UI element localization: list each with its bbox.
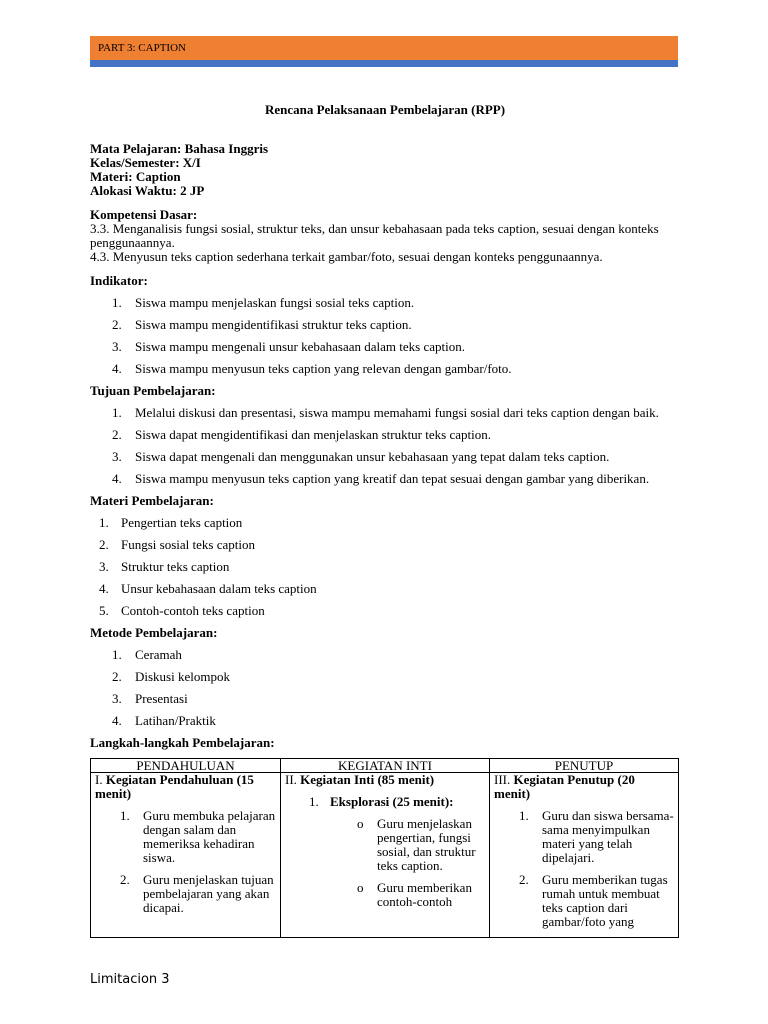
cell-kegiatan-inti <box>281 773 490 938</box>
list-item: o Guru memberikan contoh-contoh <box>357 880 472 909</box>
cell-prefix: II. <box>285 772 297 787</box>
material-line: Materi: Caption <box>90 169 181 184</box>
list-item: 2. Guru memberikan tugas rumah untuk membuat teks caption dari gambar/foto yang <box>519 872 668 929</box>
list-item: 3. Siswa mampu mengenali unsur kebahasaan dalam teks caption. <box>112 339 465 354</box>
cell-prefix: III. <box>494 772 511 787</box>
list-item: 2. Siswa mampu mengidentifikasi struktur teks caption. <box>112 317 412 332</box>
method-list <box>90 648 680 728</box>
material-list <box>90 516 680 618</box>
list-item: 1. Eksplorasi (25 menit): <box>309 794 454 809</box>
subject-line: Mata Pelajaran: Bahasa Inggris <box>90 141 269 156</box>
competence-kd2: 4.3. Menyusun teks caption sederhana terkait gambar/foto, sesuai dengan konteks penggunaannya. <box>90 249 603 264</box>
objective-title: Tujuan Pembelajaran: <box>90 383 216 398</box>
time-line: Alokasi Waktu: 2 JP <box>90 183 205 198</box>
steps-table <box>90 758 679 938</box>
competence-title: Kompetensi Dasar: <box>90 207 198 222</box>
header-accent-line <box>90 60 678 67</box>
cell-pendahuluan <box>91 773 281 938</box>
list-item: 1. Guru dan siswa bersama-sama menyimpulkan materi yang telah dipelajari. <box>519 808 674 865</box>
table-row <box>91 773 679 938</box>
cell-heading: Kegiatan Penutup (20 menit) <box>494 772 635 801</box>
header-label: PART 3: CAPTION <box>98 42 186 54</box>
list-item: 4. Unsur kebahasaan dalam teks caption <box>99 581 317 596</box>
document-title: Rencana Pelaksanaan Pembelajaran (RPP) <box>264 102 506 117</box>
class-line: Kelas/Semester: X/I <box>90 155 201 170</box>
method-title: Metode Pembelajaran: <box>90 625 218 640</box>
document-body <box>90 100 680 938</box>
list-item: 2. Guru menjelaskan tujuan pembelajaran yang akan dicapai. <box>120 872 274 915</box>
list-item: 1. Melalui diskusi dan presentasi, siswa mampu memahami fungsi sosial dari teks caption dengan baik. <box>112 405 659 420</box>
list-item: 4. Siswa mampu menyusun teks caption yang kreatif dan tepat sesuai dengan gambar yang diberikan. <box>112 471 650 486</box>
cell-heading: Kegiatan Inti (85 menit) <box>300 772 435 787</box>
header-penutup: PENUTUP <box>490 759 679 773</box>
table-header-row <box>91 759 679 773</box>
list-item: 4. Latihan/Praktik <box>112 713 216 728</box>
list-item: 1. Guru membuka pelajaran dengan salam dan memeriksa kehadiran siswa. <box>120 808 276 865</box>
list-item: 1. Ceramah <box>112 647 182 662</box>
header-band <box>90 36 678 60</box>
list-item: 2. Diskusi kelompok <box>112 669 230 684</box>
cell-prefix: I. <box>95 772 103 787</box>
list-item: 5. Contoh-contoh teks caption <box>99 603 265 618</box>
indicator-list <box>90 296 680 376</box>
list-item: 1. Pengertian teks caption <box>99 515 243 530</box>
list-item: 3. Struktur teks caption <box>99 559 230 574</box>
list-item: 1. Siswa mampu menjelaskan fungsi sosial teks caption. <box>112 295 415 310</box>
info-block <box>90 142 680 198</box>
list-item: 4. Siswa mampu menyusun teks caption yang relevan dengan gambar/foto. <box>112 361 512 376</box>
list-item: 2. Siswa dapat mengidentifikasi dan menjelaskan struktur teks caption. <box>112 427 491 442</box>
list-item: 3. Presentasi <box>112 691 188 706</box>
indicator-title: Indikator: <box>90 273 148 288</box>
list-item: o Guru menjelaskan pengertian, fungsi sosial, dan struktur teks caption. <box>357 816 476 873</box>
cell-penutup <box>490 773 679 938</box>
header-pendahuluan: PENDAHULUAN <box>91 759 281 773</box>
page-footer: Limitacion 3 <box>90 972 170 987</box>
cell-heading: Kegiatan Pendahuluan (15 menit) <box>95 772 254 801</box>
competence-kd1: 3.3. Menganalisis fungsi sosial, struktur teks, dan unsur kebahasaan pada teks caption, sesuai dengan konteks penggunaannya. <box>90 221 659 250</box>
steps-title: Langkah-langkah Pembelajaran: <box>90 735 275 750</box>
list-item: 3. Siswa dapat mengenali dan menggunakan unsur kebahasaan yang tepat dalam teks caption. <box>112 449 610 464</box>
material-title: Materi Pembelajaran: <box>90 493 214 508</box>
header-kegiatan-inti: KEGIATAN INTI <box>281 759 490 773</box>
objective-list <box>90 406 680 486</box>
list-item: 2. Fungsi sosial teks caption <box>99 537 255 552</box>
